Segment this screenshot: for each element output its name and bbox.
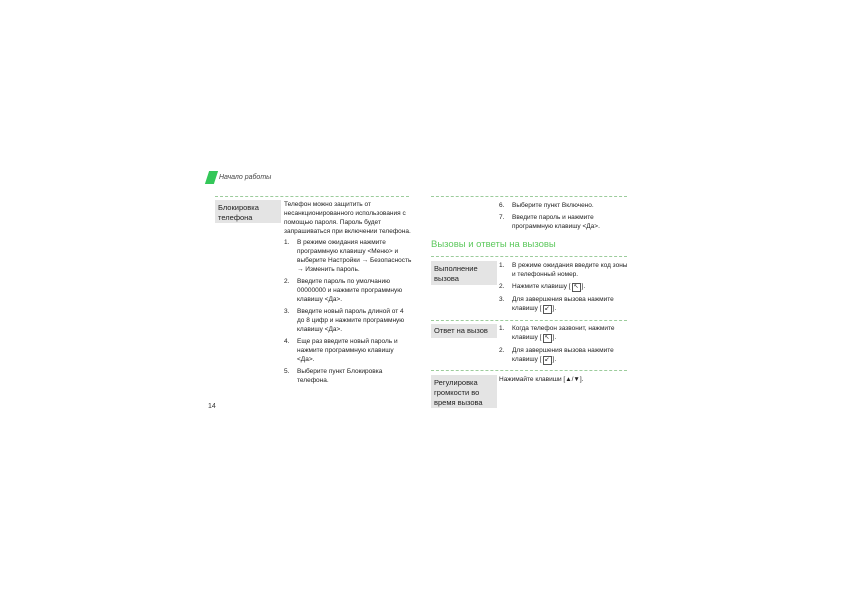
list-item: 4. Еще раз введите новый пароль и нажмите программную клавишу <Да>.: [284, 338, 398, 363]
row-label-answer-call: Ответ на вызов: [431, 324, 497, 338]
list-item: 5. Выберите пункт Блокировка телефона.: [284, 368, 383, 384]
header-title: Начало работы: [219, 174, 272, 181]
continued-steps: [499, 201, 629, 234]
list-item: 3. Введите новый пароль длиной от 4 до 8 цифр и нажмите программную клавишу <Да>.: [284, 308, 405, 333]
list-item: 1. В режиме ожидания введите код зоны и телефонный номер.: [499, 262, 628, 278]
call-key-icon: ↖: [544, 335, 550, 341]
end-call-key-icon: ↙: [544, 357, 550, 363]
list-item: 1. Когда телефон зазвонит, нажмите клавишу [ ↖ ].: [499, 325, 615, 341]
list-item: 2. Для завершения вызова нажмите клавишу [ ↙ ].: [499, 347, 614, 363]
divider: [215, 196, 409, 197]
list-item: 6. Выберите пункт Включено.: [499, 202, 594, 209]
make-call-steps: [499, 261, 629, 317]
list-item: 2. Введите пароль по умолчанию 00000000 и нажмите программную клавишу <Да>.: [284, 278, 403, 303]
volume-text: Нажимайте клавиши [▲/▼].: [499, 376, 584, 383]
header-accent-bar: [205, 171, 218, 184]
row-label-phone-lock: Блокировка телефона: [215, 200, 281, 223]
list-item: 2. Нажмите клавишу [ ↖ ].: [499, 283, 586, 290]
section-title: Вызовы и ответы на вызовы: [431, 239, 556, 250]
end-call-key-icon: ↙: [544, 306, 550, 312]
divider: [431, 320, 627, 321]
steps-list: [284, 238, 412, 385]
divider: [431, 370, 627, 371]
divider: [431, 256, 627, 257]
list-item: 7. Введите пароль и нажмите программную клавишу <Да>.: [499, 214, 600, 230]
list-item: 3. Для завершения вызова нажмите клавишу [ ↙ ].: [499, 296, 614, 312]
row-label-make-call: Выполнение вызова: [431, 261, 497, 285]
page-number: 14: [208, 403, 216, 410]
call-key-icon: ↖: [573, 284, 579, 290]
left-content: [284, 200, 412, 388]
divider: [431, 196, 627, 197]
row-label-volume: Регулировка громкости во время вызова: [431, 375, 497, 408]
answer-call-steps: [499, 324, 629, 368]
list-item: 1. В режиме ожидания нажмите программную клавишу <Меню> и выберите Настройки → Безопасность → Изменить пароль.: [284, 239, 412, 273]
intro-text: Телефон можно защитить от несанкционированного использования с помощью пароля. Пароль будет запрашиваться при включении телефона.: [284, 201, 411, 235]
